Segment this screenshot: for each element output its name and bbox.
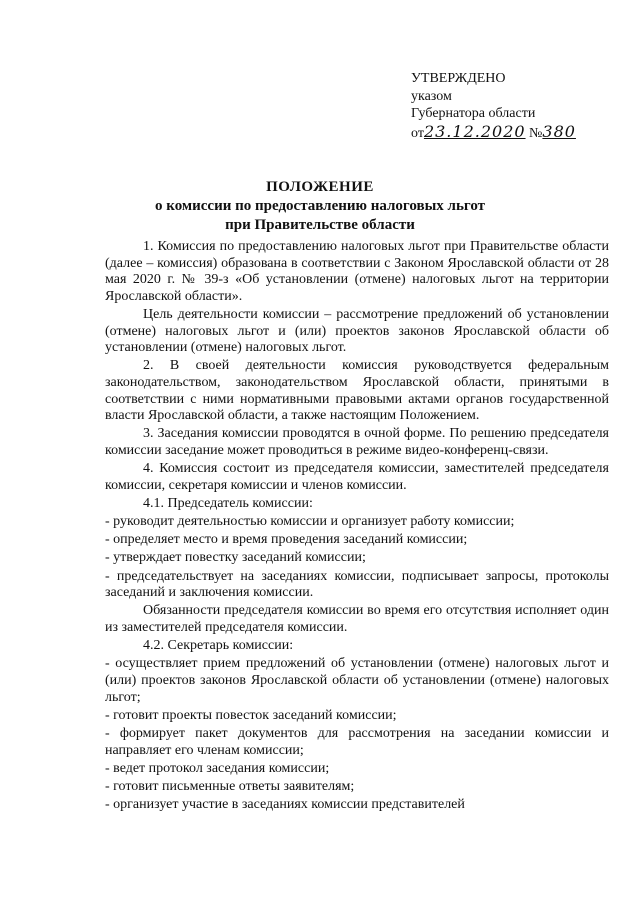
list-item: - руководит деятельностью комиссии и организует работу комиссии; [105, 514, 515, 530]
paragraph-1: 1. Комиссия по предоставлению налоговых льгот при Правительстве области (далее – комиссия) образована в соответствии с Законом Ярославской области от 28 мая 2020 г. № 39-з «Об установлении (отмене) налоговых льгот на территории Ярославской области». [105, 239, 609, 304]
approval-title: УТВЕРЖДЕНО [411, 71, 506, 86]
number-prefix: № [529, 125, 543, 141]
paragraph-duties: Обязанности председателя комиссии во время его отсутствия исполняет один из заместителей председателя комиссии. [105, 603, 609, 635]
list-item: - готовит письменные ответы заявителям; [105, 778, 355, 794]
list-item: - формирует пакет документов для рассмотрения на заседании комиссии и направляет его членам комиссии; [105, 725, 609, 758]
title-subtitle: о комиссии по предоставлению налоговых льгот [155, 198, 485, 214]
paragraph-4-1: 4.1. Председатель комиссии: [143, 495, 313, 511]
approval-block [411, 70, 576, 142]
paragraph-goal: Цель деятельности комиссии – рассмотрение предложений об установлении (отмене) налоговых льгот и (или) проектов законов Ярославской области об установлении (отмене) налоговых льгот. [105, 306, 609, 356]
handwritten-date: 23.12.2020 [423, 121, 526, 141]
list-item: - ведет протокол заседания комиссии; [105, 760, 330, 776]
date-prefix: от [411, 125, 424, 141]
paragraph-2: 2. В своей деятельности комиссия руководствуется федеральным законодательством, законодательством Ярославской области, принятыми в соответствии с ними нормативными правовыми актами органов государственной власти Ярославской области, а также настоящим Положением. [105, 358, 609, 424]
paragraph-4: 4. Комиссия состоит из председателя комиссии, заместителей председателя комиссии, секретаря комиссии и членов комиссии. [105, 461, 609, 493]
handwritten-number: 380 [542, 121, 576, 141]
list-item: - определяет место и время проведения заседаний комиссии; [105, 532, 468, 548]
list-item: - готовит проекты повесток заседаний комиссии; [105, 707, 397, 723]
paragraph-3: 3. Заседания комиссии проводятся в очной форме. По решению председателя комиссии заседание может проводиться в режиме видео-конференц-связи. [105, 426, 609, 458]
approval-date-line [411, 123, 576, 143]
list-item: - осуществляет прием предложений об установлении (отмене) налоговых льгот и (или) проектов законов Ярославской области об установлении (отмене) налоговых льгот; [105, 656, 609, 705]
approval-governor: Губернатора области [411, 106, 536, 121]
title-subtitle-2: при Правительстве области [225, 217, 415, 233]
paragraph-4-2: 4.2. Секретарь комиссии: [143, 638, 294, 654]
document-title [0, 178, 640, 235]
list-item: - председательствует на заседаниях комиссии, подписывает запросы, протоколы заседаний и заключения комиссии. [105, 568, 609, 601]
approval-decree: указом [411, 88, 452, 104]
title-heading: ПОЛОЖЕНИЕ [266, 179, 374, 195]
document-body [105, 239, 609, 815]
list-item: - организует участие в заседаниях комиссии представителей [105, 797, 465, 813]
list-item: - утверждает повестку заседаний комиссии; [105, 550, 366, 566]
